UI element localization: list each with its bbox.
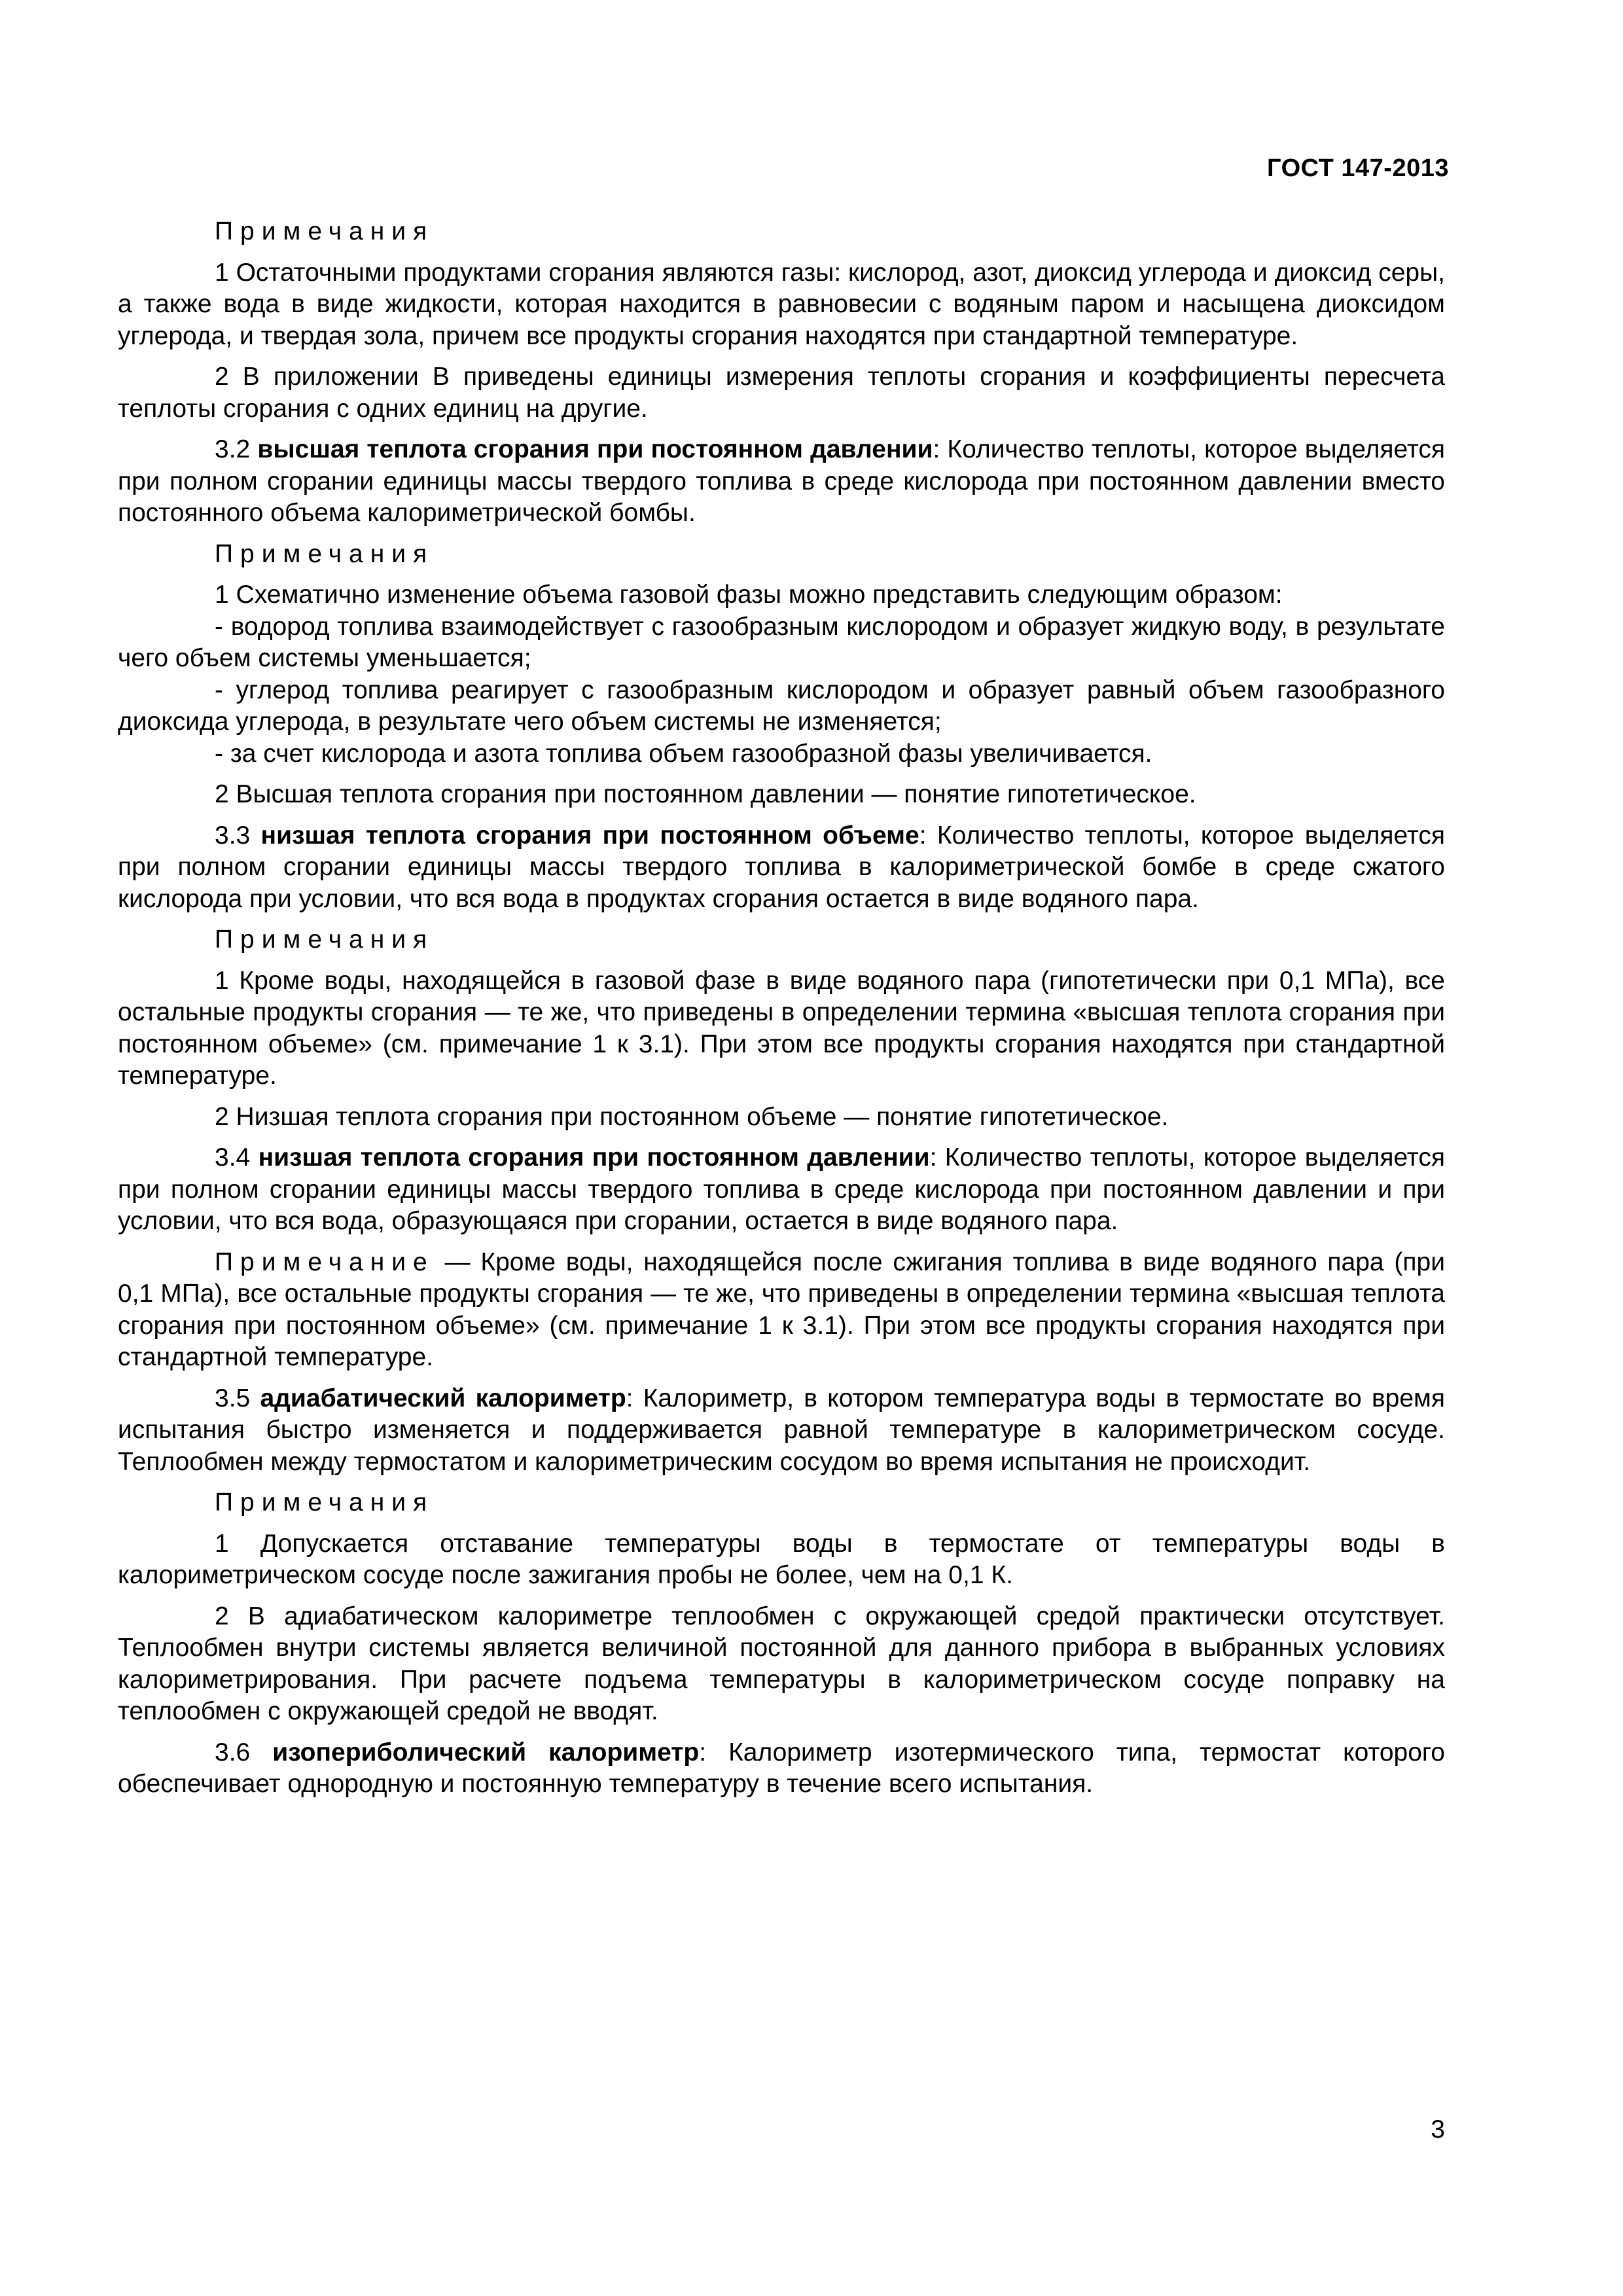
definition-text: : Количество теплоты, которое выделяется при полном сгорании единицы массы твердого топлива в среде кислорода при постоянном давлении вместо постоянного объема калориметрической бомбы. [118,435,1445,527]
note-paragraph: 1 Допускается отставание температуры воды в термостате от температуры воды в калориметрическом сосуде после зажигания пробы не более, чем на 0,1 К. [118,1529,1445,1589]
notes-heading: Примечания [215,217,435,245]
term-bold: низшая теплота сгорания при постоянном объеме [260,821,919,850]
definition-text: : Количество теплоты, которое выделяется при полном сгорании единицы массы твердого топлива в среде кислорода при постоянном давлении и при условии, что вся вода, образующаяся при сгорании, остается в виде водяного пара. [118,1143,1445,1235]
term-bold: высшая теплота сгорания при постоянном давлении [257,435,933,463]
single-note [118,1247,1445,1374]
note-list-item: - за счет кислорода и азота топлива объем газообразной фазы увеличивается. [215,739,1152,768]
definition-text: : Калориметр изотермического типа, термостат которого обеспечивает однородную и постоянную температуру в течение всего испытания. [118,1738,1445,1798]
definition-3-6 [118,1737,1445,1801]
note-paragraph: 1 Кроме воды, находящейся в газовой фазе в виде водяного пара (гипотетически при 0,1 МПа), все остальные продукты сгорания — те же, что приведены в определении термина «высшая теплота сгорания при постоянном объеме» (см. примечание 1 к 3.1). При этом все продукты сгорания находятся при стандартной температуре. [118,966,1445,1090]
note-paragraph: 2 В адиабатическом калориметре теплообмен с окружающей средой практически отсутствует. Теплообмен внутри системы является величиной постоянной для данного прибора в выбранных условиях калориметрирования. При расчете подъема температуры в калориметрическом сосуде поправку на теплообмен с окружающей средой не вводят. [118,1602,1445,1725]
note-paragraph: 2 Высшая теплота сгорания при постоянном давлении — понятие гипотетическое. [215,780,1196,808]
term-bold: адиабатический калориметр [260,1384,626,1412]
clause-number: 3.5 [215,1384,251,1412]
note-list-item: - углерод топлива реагирует с газообразным кислородом и образует равный объем газообразного диоксида углерода, в результате чего объем системы не изменяется; [118,675,1445,736]
notes-heading: Примечания [215,925,435,954]
notes-heading: Примечания [215,539,435,568]
note-paragraph: 2 Низшая теплота сгорания при постоянном объеме — понятие гипотетическое. [215,1102,1169,1131]
term-bold: низшая теплота сгорания при постоянном давлении [258,1143,930,1172]
note-label: Примечание [215,1247,435,1276]
note-paragraph: 1 Остаточными продуктами сгорания являются газы: кислород, азот, диоксид углерода и диоксид серы, а также вода в виде жидкости, которая находится в равновесии с водяным паром и насыщена диоксидом углерода, и твердая зола, причем все продукты сгорания находятся при стандартной температуре. [118,258,1445,350]
note-paragraph: 1 Схематично изменение объема газовой фазы можно представить следующим образом: [215,581,1283,609]
note-list-item: - водород топлива взаимодействует с газообразным кислородом и образует жидкую воду, в результате чего объем системы уменьшается; [118,612,1445,672]
clause-number: 3.4 [215,1143,251,1172]
definition-text: : Калориметр, в котором температура воды в термостате во время испытания быстро изменяется и поддерживается равной температуре в калориметрическом сосуде. Теплообмен между термостатом и калориметрическим сосудом во время испытания не происходит. [118,1384,1445,1476]
document-id-header: ГОСТ 147-2013 [1267,154,1449,182]
page-number: 3 [1431,2115,1445,2144]
notes-heading: Примечания [215,1488,435,1516]
definition-3-3 [118,820,1445,916]
definition-text: : Количество теплоты, которое выделяется при полном сгорании единицы массы твердого топлива в калориметрической бомбе в среде сжатого кислорода при условии, что вся вода в продуктах сгорания остается в виде водяного пара. [118,821,1445,913]
definition-3-5 [118,1383,1445,1479]
clause-number: 3.6 [215,1738,251,1767]
definition-3-4 [118,1142,1445,1238]
document-body [118,216,1445,1810]
term-bold: изопериболический калориметр [272,1738,700,1767]
definition-3-2 [118,434,1445,529]
clause-number: 3.3 [215,821,251,850]
clause-number: 3.2 [215,435,251,463]
note-paragraph: 2 В приложении В приведены единицы измерения теплоты сгорания и коэффициенты пересчета теплоты сгорания с одних единиц на другие. [118,363,1445,423]
note-text: — Кроме воды, находящейся после сжигания топлива в виде водяного пара (при 0,1 МПа), все остальные продукты сгорания — те же, что приведены в определении термина «высшая теплота сгорания при постоянном объеме» (см. примечание 1 к 3.1). При этом все продукты сгорания находятся при стандартной температуре. [118,1247,1445,1371]
